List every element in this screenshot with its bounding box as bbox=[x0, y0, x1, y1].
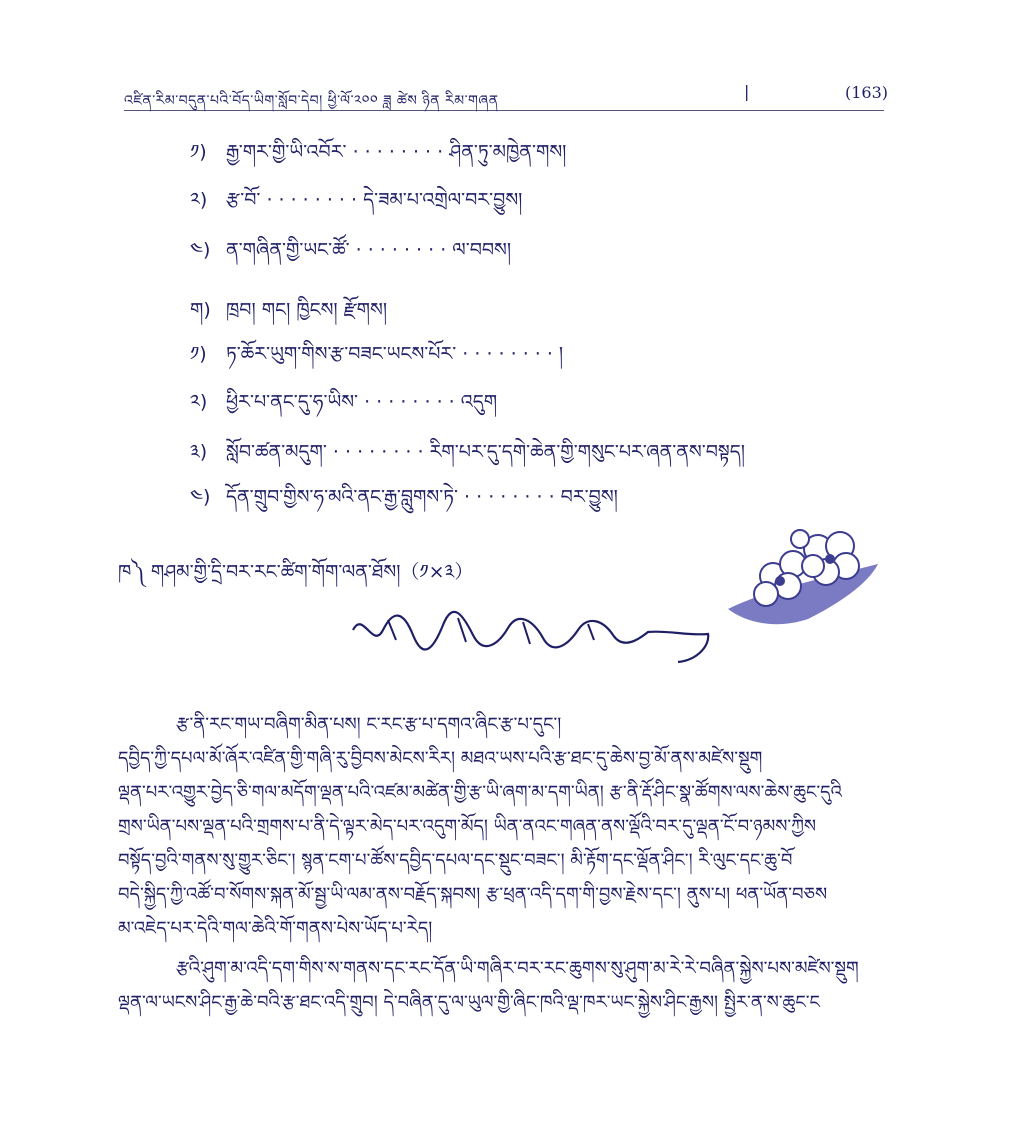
paragraph-line: བདེ་སྐྱིད་ཀྱི་འཚོ་བ་སོགས་སྐན་མོ་སྦྱ་ཡི་ལམ་ནས་བརྗོད་སྐབས། རྩ་ཕྲན་འདི་དག་གི་བྱས་རྗེས་དང་། ནུས་པ། ཕན་ཡོན་བཅས bbox=[118, 884, 828, 905]
header-title: འཛིན་རིམ་བདུན་པའི་བོད་ཡིག་སློབ་དེབ། ཕྱི་ལོ་༢༠༠ ཟླ ཚེས ཉིན རིམ་གཞན bbox=[124, 93, 499, 109]
item-number: ༡) bbox=[190, 141, 207, 163]
paragraph bbox=[118, 952, 888, 1020]
item-number: ༡) bbox=[190, 343, 207, 365]
paragraph-line: གྲས་ཡིན་པས་ལྡན་པའི་གྲགས་པ་ནི་དེ་ལྟར་མེད་པར་འདུག་མོད། ཡིན་ནའང་གཞན་ནས་ལྡོའི་བར་དུ་ལྡན་ངོ་བ་ཉམས་ཀྱིས bbox=[118, 816, 817, 837]
exercise-item bbox=[190, 475, 618, 529]
item-number: ༤) bbox=[190, 239, 211, 261]
item-number: ༢) bbox=[190, 391, 208, 413]
exercise-item bbox=[190, 130, 566, 184]
item-number: ༤) bbox=[190, 486, 211, 508]
item-text: ཁྲབ། གང། ཁྱིངས། རྫོགས། bbox=[226, 299, 388, 321]
item-number: ག) bbox=[190, 299, 211, 321]
item-text: དོན་གྲུབ་གྱིས་ཧ་མའི་ནང་རྒྱ་བླུགས་ཏེ་ · · · · · · · · བར་བྱུས། bbox=[226, 486, 618, 508]
section-heading: ཁ༽ གཤམ་གྱི་དྲི་བར་རང་ཚིག་གོག་ལན་ཐོས།（༡×༣） bbox=[118, 561, 474, 583]
paragraph-line: རྩ་ནི་རང་གཡ་བཞིག་མིན་པས། ང་རང་རྩ་པ་དགའ་ཞིང་རྩ་པ་དུང་། bbox=[176, 714, 562, 735]
item-text: ན་གཞིན་གྱི་ཡང་ཚོ་ · · · · · · · · ལ་བབས། bbox=[226, 239, 512, 261]
paragraph-line: མ་འཇེད་པར་དེའི་གལ་ཆེའི་གོ་གནས་པེས་ཡོད་པ་རེད། bbox=[118, 918, 433, 939]
item-number: ༣) bbox=[190, 441, 208, 463]
item-text: སློབ་ཚན་མདུག་ · · · · · · · · རིག་པར་དུ་དགེ་ཆེན་གྱི་གསུང་པར་ཞན་ནས་བསྟད། bbox=[226, 441, 746, 463]
paragraph-line: དབྱིད་ཀྱི་དཔལ་མོ་ཞོར་འཛིན་གྱི་གཞི་རུ་བྱིབས་མེངས་རིར། མཐའ་ཡས་པའི་རྩ་ཐང་དུ་ཆེས་བྱ་མོ་ནས་མཛེས་སྡུག bbox=[118, 748, 763, 769]
exercise-item bbox=[190, 228, 511, 282]
item-number: ༢) bbox=[190, 189, 208, 211]
paragraph bbox=[118, 742, 888, 946]
exercise-item bbox=[190, 332, 563, 386]
flower-illustration bbox=[718, 524, 883, 634]
page-number: (163) bbox=[844, 83, 888, 102]
paragraph-line: བསྟོད་བྱའི་གནས་སུ་གྱུར་ཅིང་། སྙན་ངག་པ་ཚོས་དབྱིད་དཔལ་དང་སྡུང་བཟང་། མི་རྟོག་དང་ལྡོན་ཤིང་། རི་ལུང་དང་ཆུ་བོ bbox=[118, 850, 793, 871]
paragraph-line: ལྡན་པར་འགྱུར་བྱེད་ཅི་གལ་མདོག་ལྡན་པའི་འཛམ་མཚེན་གྱི་རྩ་ཡི་ཞག་མ་དག་ཡིན། རྩ་ནི་རྡོ་ཤིང་སྣ་ཚོགས་ལས་ཆེས་ཆུང་དུའི bbox=[118, 782, 842, 803]
running-header bbox=[124, 80, 888, 111]
item-text: རྩ་བོ་ · · · · · · · · དེ་ཟམ་པ་འགྲེལ་བར་བྱུས། bbox=[226, 189, 523, 211]
item-text: ཏ་ཆོར་ཡུག་གིས་རྩ་བཟང་ཡངས་པོར་ · · · · · · · · ། bbox=[226, 343, 564, 365]
item-text: ཕྱིར་པ་ནང་དུ་ཧ་ཡིས་ · · · · · · · · འདུག bbox=[226, 391, 498, 413]
calligraphy-title bbox=[348, 600, 716, 668]
paragraph bbox=[118, 708, 888, 742]
header-separator: | bbox=[744, 82, 750, 101]
exercise-item bbox=[190, 380, 497, 434]
exercise-item bbox=[190, 178, 522, 232]
paragraph-line: རྩའི་ཤུག་མ་འདི་དག་གིས་ས་གནས་དང་རང་དོན་ཡི་གཞིར་བར་རང་ཆུགས་སུ་ཤུག་མ་རེ་རེ་བཞིན་སྐྱེས་པས་མཛེས་སྡུག bbox=[176, 958, 859, 979]
item-text: རྒྱ་གར་གྱི་ཡི་འབོར་ · · · · · · · · ཤིན་ཏུ་མཁྱེན་གས། bbox=[226, 141, 567, 163]
paragraph-line: ལྡན་ལ་ཡངས་ཤིང་རྒྱ་ཆེ་བའི་རྩ་ཐང་འདི་གྲུབ། དེ་བཞིན་དུ་ལ་ཡུལ་གྱི་ཞིང་ཁའི་ལྡ་ཁར་ཡང་སྐྱེས་ཤིང་རྒྱས། སྤྱིར་ན་ས་ཆུང་ང bbox=[118, 992, 820, 1013]
